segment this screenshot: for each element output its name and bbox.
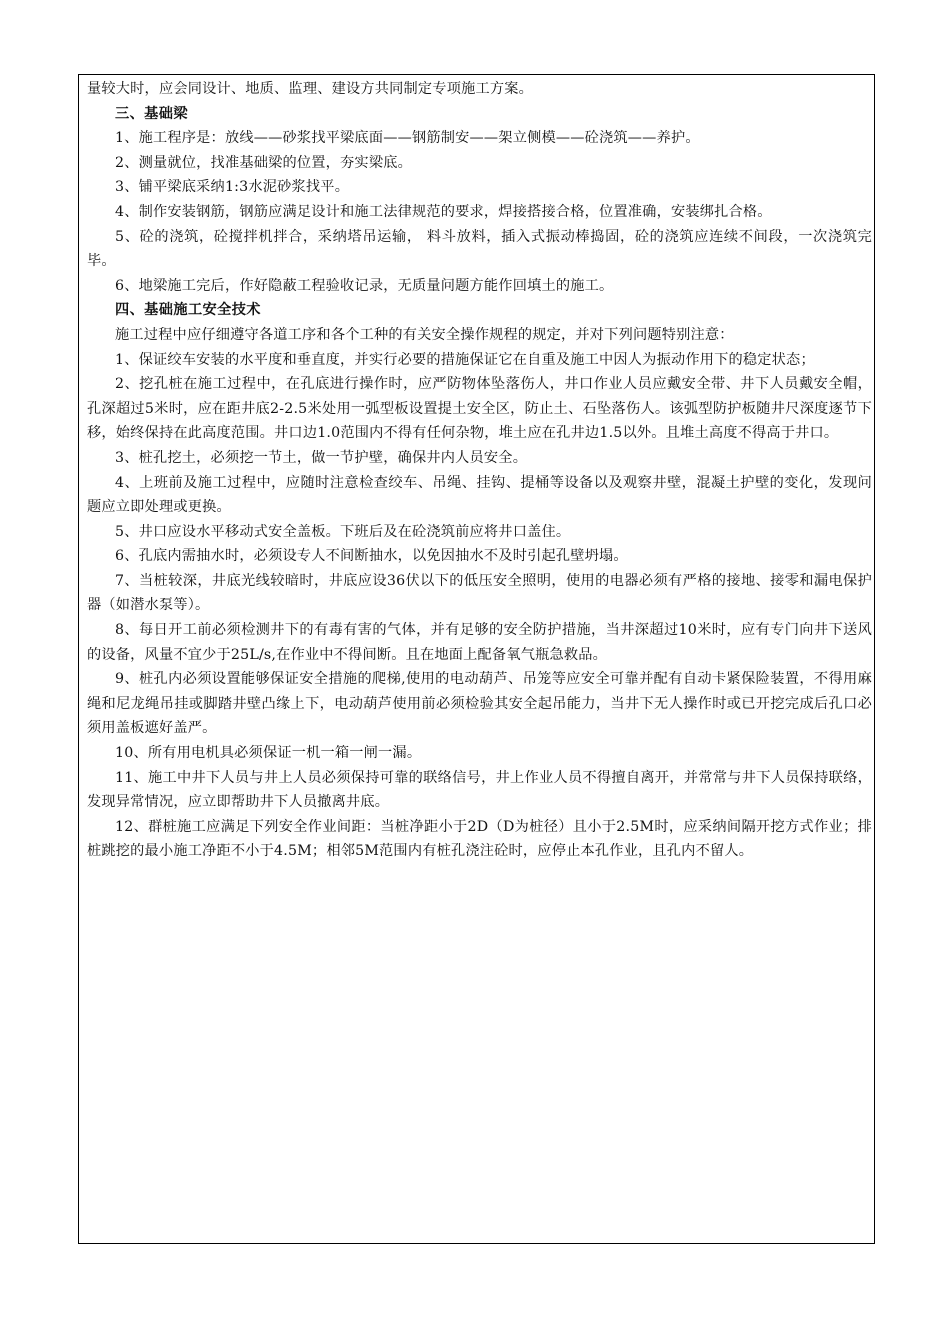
section-3-item-3: 3、铺平梁底采纳1:3水泥砂浆找平。 [115,179,350,196]
section-4-item-4: 4、上班前及施工过程中，应随时注意检查绞车、吊绳、挂钩、提桶等设备以及观察井壁，混凝土护壁的变化，发现问题应立即处理或更换。 [87,474,872,516]
section-4-intro: 施工过程中应仔细遵守各道工序和各个工种的有关安全操作规程的规定，并对下列问题特别注意： [115,326,734,343]
section-4-item-5: 5、井口应设水平移动式安全盖板。下班后及在砼浇筑前应将井口盖住。 [115,523,571,540]
section-3-item-6: 6、地梁施工完后，作好隐蔽工程验收记录，无质量问题方能作回填土的施工。 [115,277,614,294]
section-4-item-7: 7、当桩较深，井底光线较暗时，井底应设36伏以下的低压安全照明，使用的电器必须有严格的接地、接零和漏电保护器（如潜水泵等）。 [87,572,872,614]
section-4-item-11: 11、施工中井下人员与井上人员必须保持可靠的联络信号，井上作业人员不得擅自离开，并常常与井下人员保持联络，发现异常情况，应立即帮助井下人员撤离井底。 [87,769,872,811]
section-3-heading: 三、基础梁 [115,105,188,122]
document-body [87,77,872,864]
section-3-item-4: 4、制作安装钢筋，钢筋应满足设计和施工法律规范的要求，焊接搭接合格，位置准确，安装绑扎合格。 [115,203,772,220]
section-4-item-2: 2、挖孔桩在施工过程中，在孔底进行操作时，应严防物体坠落伤人，井口作业人员应戴安全带、井下人员戴安全帽，孔深超过5米时，应在距井底2-2.5米处用一弧型板设置提土安全区，防止土、石坠落伤人。该弧型防护板随井尺深度逐节下移，始终保持在此高度范围。井口边1.0范围内不得有任何杂物，堆土应在孔井边1.5以外。且堆土高度不得高于井口。 [87,376,872,442]
section-3-item-5: 5、砼的浇筑，砼搅拌机拌合，采纳塔吊运输， 料斗放料，插入式振动棒捣固，砼的浇筑应连续不间段，一次浇筑完毕。 [87,228,872,270]
section-4-item-12: 12、群桩施工应满足下列安全作业间距：当桩净距小于2D（D为桩径）且小于2.5M时，应采纳间隔开挖方式作业；排桩跳挖的最小施工净距不小于4.5M；相邻5M范围内有桩孔浇注砼时，应停止本孔作业，且孔内不留人。 [87,818,872,860]
section-4-item-9: 9、桩孔内必须设置能够保证安全措施的爬梯,使用的电动葫芦、吊笼等应安全可靠并配有自动卡紧保险装置，不得用麻绳和尼龙绳吊挂或脚踏井壁凸缘上下，电动葫芦使用前必须检验其安全起吊能力，当井下无人操作时或已开挖完成后孔口必须用盖板遮好盖严。 [87,671,872,737]
section-4-item-8: 8、每日开工前必须检测井下的有毒有害的气体，并有足够的安全防护措施，当井深超过10米时，应有专门向井下送风的设备，风量不宜少于25L/s,在作业中不得间断。且在地面上配备氧气瓶急救品。 [87,622,872,663]
section-3-item-1: 1、施工程序是：放线——砂浆找平梁底面——钢筋制安——架立侧模——砼浇筑——养护。 [115,130,700,147]
section-4-item-10: 10、所有用电机具必须保证一机一箱一闸一漏。 [115,745,422,762]
section-3-item-2: 2、测量就位，找准基础梁的位置，夯实梁底。 [115,154,412,171]
continuation-paragraph: 量较大时，应会同设计、地质、监理、建设方共同制定专项施工方案。 [87,81,534,97]
section-4-item-6: 6、孔底内需抽水时，必须设专人不间断抽水，以免因抽水不及时引起孔壁坍塌。 [115,548,628,565]
document-frame [78,74,875,1244]
section-4-heading: 四、基础施工安全技术 [115,302,261,319]
section-4-item-1: 1、保证绞车安装的水平度和垂直度，并实行必要的措施保证它在自重及施工中因人为振动作用下的稳定状态； [115,351,815,368]
section-4-item-3: 3、桩孔挖土，必须挖一节土，做一节护壁，确保井内人员安全。 [115,449,528,466]
